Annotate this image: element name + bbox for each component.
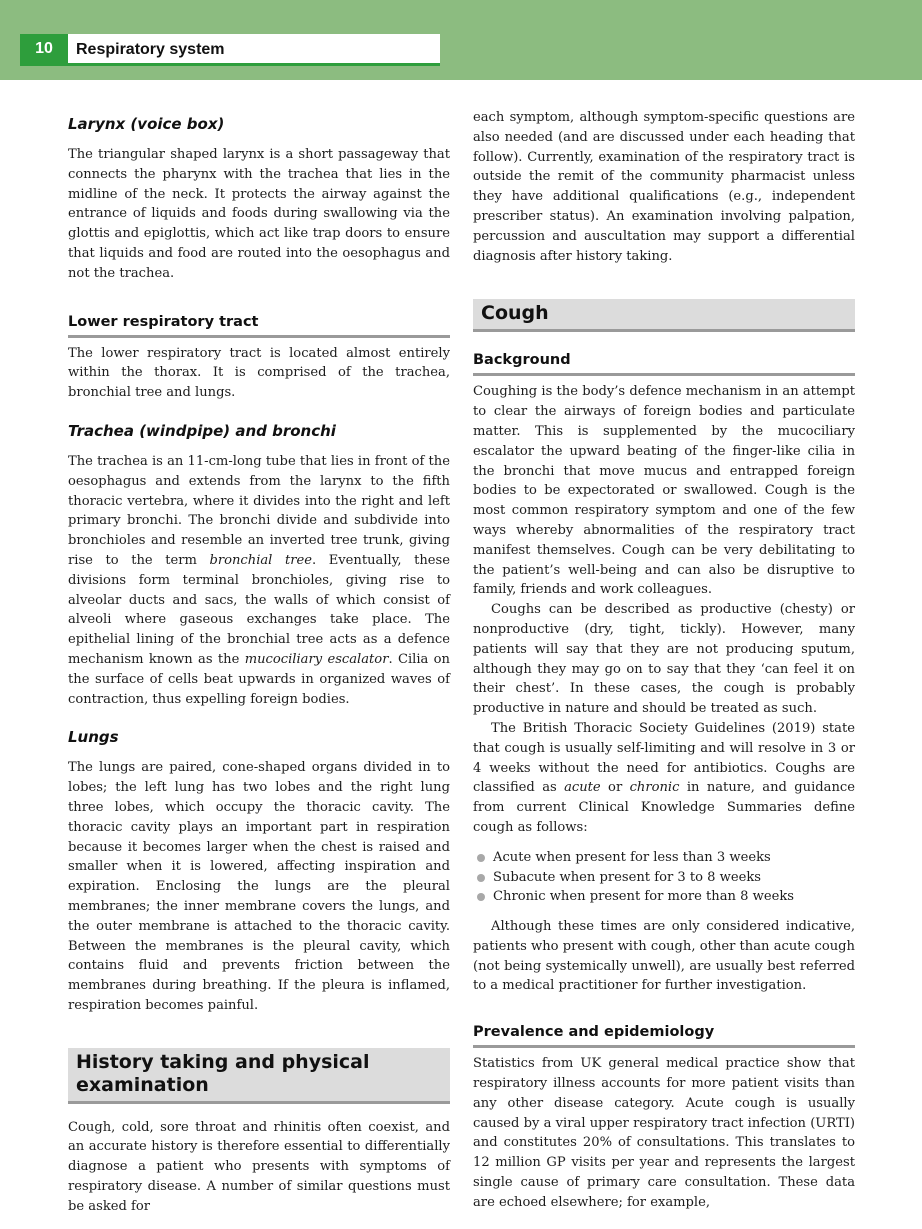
lungs-text: The lungs are paired, cone-shaped organs divided in to lobes; the left lung has two lobes and the right lung three lobes, which occupy the thoracic cavity. The thoracic cavity plays an important part in respiration because it becomes larger when the chest is raised and smaller when it is lowered, affecting inspiration and expiration. Enclosing the lungs are the pleural membranes; the inner membrane covers the lungs, and the outer membrane is attached to the thoracic cavity. Between the membranes is the pleural cavity, which contains fluid and prevents friction between the membranes during breathing. If the pleura is inflamed, respiration becomes painful. — [68, 760, 450, 1013]
term-bronchial-tree: bronchial tree — [209, 552, 312, 568]
larynx-heading: Larynx (voice box) — [68, 115, 225, 133]
lower-tract-section — [68, 312, 450, 403]
background-p2: Coughs can be described as productive (chesty) or nonproductive (dry, tight, tickly). However, many patients will say that they are not producing sputum, although they may go on to say that they ‘can feel it on their chest’. In these cases, the cough is probably productive in nature and should be treated as such. — [473, 602, 855, 717]
term-mucociliary-escalator: mucociliary escalator — [244, 651, 389, 667]
right-column — [473, 108, 855, 1213]
background-p3-or: or — [600, 780, 630, 796]
history-heading-line2: examination — [76, 1073, 209, 1096]
background-p3-a: The British Thoracic Society Guidelines (2019) state that cough is usually self-limiting and will resolve in 3 or 4 weeks without the need for antibiotics. Coughs are classified as — [473, 720, 855, 796]
prevalence-section — [473, 1022, 855, 1212]
history-text: Cough, cold, sore throat and rhinitis often coexist, and an accurate history is therefore essential to differentially diagnose a patient who presents with symptoms of respiratory disease. A number of similar questions must be asked for — [68, 1119, 450, 1214]
bullet-icon — [477, 874, 485, 882]
trachea-heading: Trachea (windpipe) and bronchi — [68, 421, 336, 440]
larynx-text: The triangular shaped larynx is a short passageway that connects the pharynx with the trachea that lies in the midline of the neck. It protects the airway against the entrance of liquids and foods during swallowing via the glottis and epiglottis, which act like trap doors to ensure that liquids and food are routed into the oesophagus and not the trachea. — [68, 147, 450, 281]
list-item — [473, 887, 855, 907]
background-heading: Background — [473, 350, 855, 376]
list-item-text: Chronic when present for more than 8 weeks — [493, 889, 794, 905]
trachea-text-b: . Eventually, these divisions form terminal bronchioles, giving rise to alveolar ducts and sacs, the walls of which consist of alveoli where gaseous exchanges take place. The epithelial lining of the bronchial tree acts as a defence mechanism known as the — [68, 552, 451, 667]
background-p3 — [473, 719, 855, 838]
history-section — [68, 1048, 450, 1217]
background-section — [473, 350, 855, 996]
lungs-heading: Lungs — [68, 728, 119, 747]
term-chronic: chronic — [629, 780, 680, 796]
lower-tract-heading: Lower respiratory tract — [68, 312, 450, 338]
larynx-section — [68, 114, 450, 284]
prevalence-heading: Prevalence and epidemiology — [473, 1022, 855, 1048]
cough-heading: Cough — [473, 299, 855, 332]
list-item-text: Subacute when present for 3 to 8 weeks — [493, 869, 762, 885]
history-heading-line1: History taking and physical — [76, 1050, 370, 1073]
trachea-section — [68, 421, 450, 709]
running-header — [20, 34, 440, 66]
running-title: Respiratory system — [76, 41, 225, 58]
list-item — [473, 848, 855, 868]
bullet-icon — [477, 893, 485, 901]
continued-text: each symptom, although symptom-specific questions are also needed (and are discussed under each heading that follow). Currently, examination of the respiratory tract is outside the remit of the community pharmacist unless they have additional qualifications (e.g., independent prescriber status). An examination involving palpation, percussion and auscultation may support a differential diagnosis after history taking. — [473, 110, 855, 264]
lower-tract-text: The lower respiratory tract is located almost entirely within the thorax. It is comprised of the trachea, bronchial tree and lungs. — [68, 345, 450, 401]
list-item-text: Acute when present for less than 3 weeks — [493, 849, 771, 865]
list-item — [473, 868, 855, 888]
cough-duration-list — [473, 848, 855, 907]
bullet-icon — [477, 854, 485, 862]
trachea-text — [68, 452, 450, 709]
background-p1: Coughing is the body’s defence mechanism in an attempt to clear the airways of foreign bodies and particulate matter. This is supplemented by the mucociliary escalator the upward beating of the finger-like cilia in the bronchi that move mucus and entrapped foreign bodies to be expectorated or swallowed. Cough is the most common respiratory symptom and one of the few ways whereby abnormalities of the respiratory tract manifest themselves. Cough can be very debilitating to the patient’s well-being and can also be disruptive to family, friends and work colleagues. — [473, 384, 855, 598]
page-number: 10 — [20, 34, 68, 63]
term-acute: acute — [564, 780, 601, 796]
trachea-text-c: . Cilia on the surface of cells beat upwards in organized waves of contraction, thus expelling foreign bodies. — [68, 651, 450, 707]
trachea-text-a: The trachea is an 11-cm-long tube that lies in front of the oesophagus and extends from the larynx to the fifth thoracic vertebra, where it divides into the right and left primary bronchi. The bronchi divide and subdivide into bronchioles and resemble an inverted tree trunk, giving rise to the term — [68, 453, 450, 568]
lungs-section — [68, 727, 450, 1015]
background-p3-b: in nature, and guidance from current Clinical Knowledge Summaries define cough as follows: — [473, 780, 855, 835]
history-heading — [68, 1048, 450, 1104]
background-p4: Although these times are only considered indicative, patients who present with cough, other than acute cough (not being systemically unwell), are usually best referred to a medical practitioner for further investigation. — [473, 919, 855, 994]
left-column — [68, 108, 450, 1217]
prevalence-text: Statistics from UK general medical practice show that respiratory illness accounts for more patient visits than any other disease category. Acute cough is usually caused by a viral upper respiratory tract infection (URTI) and constitutes 20% of consultations. This translates to 12 million GP visits per year and represents the largest single cause of primary care consultation. These data are echoed elsewhere; for example, — [473, 1056, 855, 1210]
